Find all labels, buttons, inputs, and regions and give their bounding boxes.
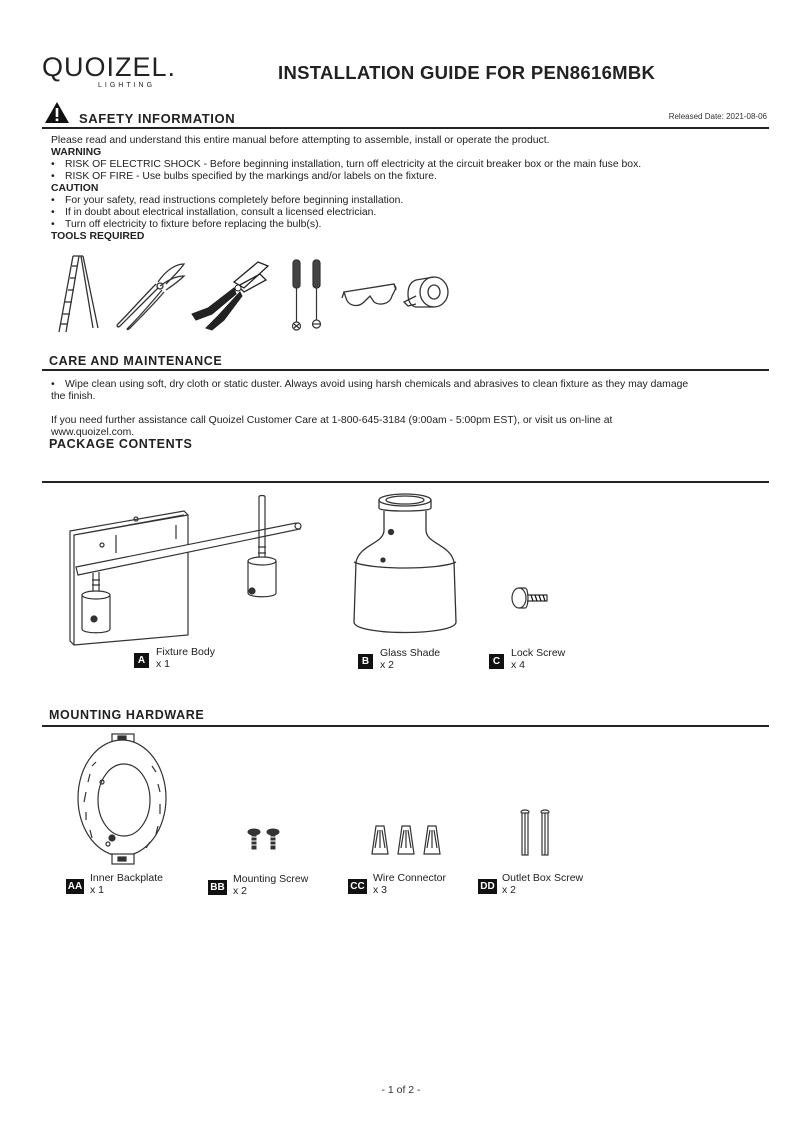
hardware-heading: MOUNTING HARDWARE <box>49 708 205 722</box>
part-letter-badge: C <box>489 654 504 669</box>
pliers-icon <box>114 262 186 335</box>
package-heading: PACKAGE CONTENTS <box>49 437 193 451</box>
wire-connector-illustration <box>368 822 444 861</box>
part-letter-badge: AA <box>67 881 83 892</box>
part-qty: x 3 <box>373 884 388 896</box>
screwdrivers-icon <box>287 258 327 339</box>
glass-shade-illustration <box>350 490 460 645</box>
part-letter-badge: A <box>134 653 149 668</box>
mounting-screw-illustration <box>246 828 282 857</box>
warning-item: • RISK OF FIRE - Use bulbs specified by the markings and/or labels on the fixture. <box>51 171 771 183</box>
safety-rule <box>42 127 769 129</box>
part-qty: x 4 <box>511 659 526 671</box>
tools-label: TOOLS REQUIRED <box>51 231 145 242</box>
caution-item: • If in doubt about electrical installation, consult a licensed electrician. <box>51 207 771 219</box>
package-rule <box>42 481 769 483</box>
wire-stripper-icon <box>188 260 270 335</box>
warning-item: • RISK OF ELECTRIC SHOCK - Before beginning installation, turn off electricity at the circuit breaker box or the main fuse box. <box>51 159 771 171</box>
safety-body <box>51 135 771 243</box>
care-body <box>51 379 771 439</box>
warning-label: WARNING <box>51 147 102 158</box>
caution-label: CAUTION <box>51 183 99 194</box>
inner-backplate-illustration <box>72 732 172 873</box>
part-qty: x 2 <box>233 885 248 897</box>
fixture-body-illustration <box>66 495 306 660</box>
part-name: Inner Backplate <box>90 872 163 884</box>
caution-item: • For your safety, read instructions completely before beginning installation. <box>51 195 771 207</box>
assist-text: If you need further assistance call Quoizel Customer Care at 1-800-645-3184 (9:00am - 5:00pm EST), or visit us on-line at <box>51 415 613 426</box>
part-name: Mounting Screw <box>233 873 309 885</box>
page-title: INSTALLATION GUIDE FOR PEN8616MBK <box>278 62 656 83</box>
page-number: - 1 of 2 - <box>381 1084 421 1096</box>
logo-subtitle: LIGHTING <box>98 82 156 89</box>
warning-triangle-icon <box>44 101 70 129</box>
safety-intro: Please read and understand this entire manual before attempting to assemble, install or operate the product. <box>51 135 550 146</box>
released-date: Released Date: 2021-08-06 <box>668 112 767 121</box>
care-heading: CARE AND MAINTENANCE <box>49 354 223 368</box>
part-qty: x 1 <box>156 658 171 670</box>
part-qty: x 2 <box>502 884 517 896</box>
care-item: • Wipe clean using soft, dry cloth or static duster. Always avoid using harsh chemicals and abrasives to clean fixture as they may damage <box>51 379 771 391</box>
assist-link: www.quoizel.com. <box>51 427 135 438</box>
safety-glasses-icon <box>340 282 398 317</box>
part-name: Outlet Box Screw <box>502 872 584 884</box>
hardware-rule <box>42 725 769 727</box>
part-letter-badge: DD <box>478 879 497 894</box>
logo-wordmark: QUOIZEL. <box>42 52 177 82</box>
part-name: Wire Connector <box>373 872 446 884</box>
part-qty: x 1 <box>90 884 105 896</box>
part-name: Fixture Body <box>156 646 215 658</box>
quoizel-logo <box>42 52 177 89</box>
part-letter-badge: BB <box>208 880 227 895</box>
part-name: Lock Screw <box>511 647 566 659</box>
part-qty: x 2 <box>380 659 395 671</box>
part-letter-badge: CC <box>348 879 367 894</box>
part-name: Glass Shade <box>380 647 441 659</box>
lock-screw-illustration <box>509 586 551 615</box>
caution-item: • Turn off electricity to fixture before replacing the bulb(s). <box>51 219 771 231</box>
ladder-icon <box>55 254 101 339</box>
outlet-box-screw-illustration <box>515 808 555 863</box>
electrical-tape-icon <box>402 276 450 315</box>
safety-heading: SAFETY INFORMATION <box>79 111 236 126</box>
part-letter-badge: B <box>358 654 373 669</box>
care-item-cont: the finish. <box>51 391 96 402</box>
care-rule <box>42 369 769 371</box>
